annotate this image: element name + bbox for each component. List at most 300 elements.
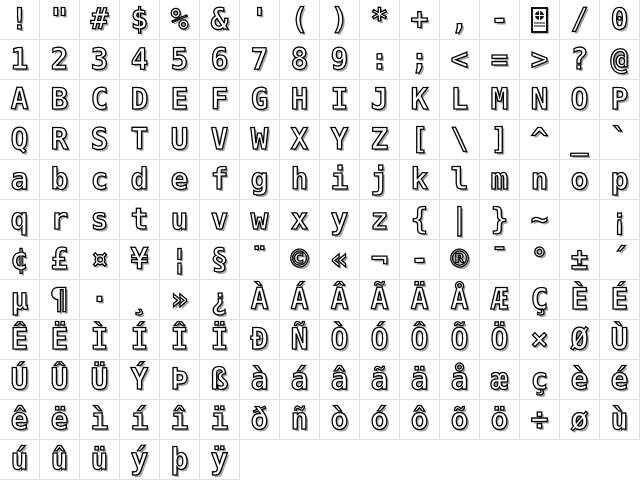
glyph-cell[interactable] (520, 280, 560, 320)
glyph-cell[interactable] (80, 200, 120, 240)
glyph: + (410, 2, 429, 36)
glyph: £ (50, 242, 69, 276)
glyph-cell[interactable] (560, 80, 600, 120)
glyph-cell[interactable] (0, 240, 40, 280)
glyph: ; (410, 42, 429, 76)
glyph-cell[interactable] (480, 0, 520, 40)
glyph: B (50, 82, 69, 116)
glyph-cell[interactable] (360, 200, 400, 240)
glyph-cell[interactable] (560, 40, 600, 80)
glyph-cell[interactable] (200, 0, 240, 40)
glyph-cell[interactable] (240, 120, 280, 160)
glyph-cell[interactable] (80, 360, 120, 400)
glyph-cell[interactable] (120, 240, 160, 280)
glyph: Z (370, 122, 389, 156)
glyph-cell[interactable] (440, 160, 480, 200)
glyph: S (90, 122, 109, 156)
glyph-cell[interactable] (320, 0, 360, 40)
glyph-cell[interactable] (80, 320, 120, 360)
glyph: > (530, 42, 549, 76)
glyph-cell[interactable] (280, 400, 320, 440)
glyph-cell[interactable] (400, 280, 440, 320)
glyph-cell[interactable] (560, 280, 600, 320)
glyph: & (210, 2, 229, 36)
glyph-cell[interactable] (120, 160, 160, 200)
glyph-cell[interactable] (0, 440, 40, 480)
glyph: 7 (250, 42, 269, 76)
empty-area (240, 440, 280, 480)
glyph-cell[interactable] (280, 80, 320, 120)
glyph-cell[interactable] (40, 40, 80, 80)
glyph: Þ (170, 362, 189, 396)
glyph-cell[interactable] (480, 360, 520, 400)
glyph-cell[interactable] (360, 240, 400, 280)
glyph-cell[interactable] (320, 400, 360, 440)
glyph: ? (570, 42, 589, 76)
glyph-cell[interactable] (480, 280, 520, 320)
glyph-cell[interactable] (80, 240, 120, 280)
glyph-cell[interactable] (320, 120, 360, 160)
glyph-cell[interactable] (320, 360, 360, 400)
glyph-cell[interactable] (360, 40, 400, 80)
glyph-cell[interactable] (240, 0, 280, 40)
glyph-cell[interactable] (240, 80, 280, 120)
glyph: q (10, 202, 29, 236)
glyph: ± (570, 242, 589, 276)
glyph: [ (410, 122, 429, 156)
glyph: è (570, 362, 589, 396)
glyph: Q (10, 122, 29, 156)
glyph-cell[interactable] (240, 320, 280, 360)
glyph: H (290, 82, 309, 116)
glyph-cell[interactable] (200, 320, 240, 360)
glyph: ¬ (370, 242, 389, 276)
glyph: } (490, 202, 509, 236)
glyph-cell[interactable] (400, 240, 440, 280)
glyph-cell[interactable] (40, 440, 80, 480)
glyph-cell[interactable] (40, 200, 80, 240)
glyph: Ë (50, 322, 69, 356)
glyph: Ý (130, 362, 149, 396)
glyph: Ì (90, 322, 109, 356)
glyph: ¨ (250, 242, 269, 276)
glyph-cell[interactable] (600, 280, 640, 320)
glyph: þ (170, 442, 189, 476)
glyph: ì (90, 402, 109, 436)
glyph-cell[interactable] (200, 440, 240, 480)
glyph-cell[interactable] (0, 120, 40, 160)
glyph-cell[interactable] (280, 360, 320, 400)
glyph-cell[interactable] (400, 120, 440, 160)
glyph-cell[interactable] (0, 360, 40, 400)
glyph-cell[interactable] (80, 160, 120, 200)
glyph-cell[interactable] (40, 0, 80, 40)
glyph-cell[interactable] (440, 400, 480, 440)
glyph-cell[interactable] (200, 80, 240, 120)
glyph-cell[interactable] (320, 280, 360, 320)
glyph: é (610, 362, 629, 396)
glyph: ö (490, 402, 509, 436)
glyph-cell[interactable] (480, 400, 520, 440)
glyph: ß (210, 362, 229, 396)
missing-glyph-icon (531, 7, 548, 33)
glyph: f (210, 162, 229, 196)
glyph: ÿ (210, 442, 229, 476)
glyph: v (210, 202, 229, 236)
glyph-cell[interactable] (0, 80, 40, 120)
glyph-cell[interactable] (440, 320, 480, 360)
glyph: 3 (90, 42, 109, 76)
glyph: ñ (290, 402, 309, 436)
glyph-cell[interactable] (40, 400, 80, 440)
glyph: ¯ (490, 242, 509, 276)
glyph: N (530, 82, 549, 116)
glyph-cell[interactable] (280, 40, 320, 80)
glyph-cell[interactable] (120, 120, 160, 160)
glyph-cell[interactable] (600, 160, 640, 200)
glyph: ` (610, 122, 629, 156)
glyph: õ (450, 402, 469, 436)
glyph: « (330, 242, 349, 276)
glyph: ø (570, 402, 589, 436)
glyph: h (290, 162, 309, 196)
glyph-cell[interactable] (520, 360, 560, 400)
glyph-cell[interactable] (40, 360, 80, 400)
glyph: V (210, 122, 229, 156)
glyph: P (610, 82, 629, 116)
glyph-cell[interactable] (160, 160, 200, 200)
glyph-cell[interactable] (400, 80, 440, 120)
glyph-cell[interactable] (240, 40, 280, 80)
glyph-cell[interactable] (360, 280, 400, 320)
glyph: ¶ (50, 282, 69, 316)
glyph-cell[interactable] (160, 280, 200, 320)
glyph-cell[interactable] (200, 200, 240, 240)
glyph-cell[interactable] (600, 400, 640, 440)
glyph-cell[interactable] (520, 200, 560, 240)
empty-area (520, 440, 560, 480)
glyph-cell[interactable] (120, 200, 160, 240)
glyph-cell[interactable] (160, 80, 200, 120)
glyph-cell[interactable] (480, 80, 520, 120)
glyph-cell[interactable] (400, 160, 440, 200)
glyph-cell[interactable] (320, 240, 360, 280)
glyph: D (130, 82, 149, 116)
glyph: Ü (90, 362, 109, 396)
glyph: W (250, 122, 269, 156)
glyph-cell[interactable] (240, 240, 280, 280)
glyph: $ (130, 2, 149, 36)
glyph-cell[interactable] (440, 80, 480, 120)
glyph: I (330, 82, 349, 116)
glyph-cell[interactable] (480, 320, 520, 360)
glyph-cell[interactable] (160, 400, 200, 440)
missing-glyph-circle-icon (535, 11, 544, 20)
glyph-cell[interactable] (40, 160, 80, 200)
glyph: ç (530, 362, 549, 396)
glyph-cell[interactable] (280, 0, 320, 40)
glyph: k (410, 162, 429, 196)
glyph: à (250, 362, 269, 396)
glyph-cell[interactable] (600, 120, 640, 160)
glyph-cell[interactable] (160, 200, 200, 240)
glyph: M (490, 82, 509, 116)
glyph-cell[interactable] (40, 320, 80, 360)
glyph-cell[interactable] (360, 320, 400, 360)
glyph: ó (370, 402, 389, 436)
glyph-cell[interactable] (240, 400, 280, 440)
glyph-cell[interactable] (80, 440, 120, 480)
glyph-cell[interactable] (400, 320, 440, 360)
glyph-cell[interactable] (360, 400, 400, 440)
glyph-cell[interactable] (400, 400, 440, 440)
glyph-cell[interactable] (80, 120, 120, 160)
glyph: 9 (330, 42, 349, 76)
glyph: ¿ (210, 282, 229, 316)
glyph-cell[interactable] (600, 0, 640, 40)
glyph-cell[interactable] (40, 120, 80, 160)
glyph: G (250, 82, 269, 116)
glyph: U (170, 122, 189, 156)
glyph-cell[interactable] (360, 160, 400, 200)
glyph-cell[interactable] (560, 0, 600, 40)
glyph: ¤ (90, 242, 109, 276)
glyph-cell[interactable] (120, 320, 160, 360)
glyph-cell[interactable] (80, 80, 120, 120)
glyph: t (130, 202, 149, 236)
glyph-cell[interactable] (0, 160, 40, 200)
glyph-cell[interactable] (440, 200, 480, 240)
glyph-cell[interactable] (440, 120, 480, 160)
glyph-cell[interactable] (400, 360, 440, 400)
glyph-cell[interactable] (560, 320, 600, 360)
glyph-cell[interactable] (0, 400, 40, 440)
glyph: ^ (530, 122, 549, 156)
glyph-cell[interactable] (120, 400, 160, 440)
glyph-cell[interactable] (480, 120, 520, 160)
glyph: | (450, 202, 469, 236)
glyph-cell[interactable] (560, 360, 600, 400)
glyph-cell[interactable] (600, 320, 640, 360)
glyph-cell[interactable] (240, 200, 280, 240)
glyph-cell[interactable] (160, 0, 200, 40)
glyph-cell[interactable] (600, 240, 640, 280)
glyph: ] (490, 122, 509, 156)
glyph-cell[interactable] (440, 40, 480, 80)
glyph-cell[interactable] (360, 0, 400, 40)
glyph: n (530, 162, 549, 196)
glyph-cell[interactable] (360, 360, 400, 400)
glyph-cell[interactable] (520, 160, 560, 200)
glyph: û (50, 442, 69, 476)
glyph-cell[interactable] (200, 280, 240, 320)
glyph-cell[interactable] (40, 80, 80, 120)
glyph-cell[interactable] (360, 120, 400, 160)
glyph: Ó (370, 322, 389, 356)
glyph: É (610, 282, 629, 316)
glyph: Ï (210, 322, 229, 356)
glyph-cell[interactable] (360, 80, 400, 120)
glyph-cell[interactable] (400, 0, 440, 40)
glyph-cell[interactable] (520, 320, 560, 360)
glyph-cell[interactable] (280, 240, 320, 280)
glyph-cell[interactable] (200, 160, 240, 200)
glyph-cell[interactable] (280, 200, 320, 240)
glyph: ò (330, 402, 349, 436)
glyph-cell[interactable] (0, 0, 40, 40)
glyph: Â (330, 282, 349, 316)
glyph: í (130, 402, 149, 436)
glyph-cell[interactable] (80, 280, 120, 320)
glyph-cell[interactable] (120, 40, 160, 80)
glyph: E (170, 82, 189, 116)
glyph-cell[interactable] (320, 320, 360, 360)
glyph-cell[interactable] (480, 40, 520, 80)
glyph-cell[interactable] (0, 40, 40, 80)
glyph: ° (530, 242, 549, 276)
glyph: o (570, 162, 589, 196)
glyph: b (50, 162, 69, 196)
glyph-cell[interactable] (560, 160, 600, 200)
glyph-cell[interactable] (0, 200, 40, 240)
glyph-cell[interactable] (80, 0, 120, 40)
glyph-cell[interactable] (120, 0, 160, 40)
glyph: Ä (410, 282, 429, 316)
glyph-cell[interactable] (520, 0, 560, 40)
glyph: Å (450, 282, 469, 316)
glyph-cell[interactable] (280, 280, 320, 320)
glyph-cell[interactable] (240, 160, 280, 200)
glyph-cell[interactable] (120, 360, 160, 400)
glyph-cell[interactable] (160, 360, 200, 400)
glyph-cell[interactable] (240, 360, 280, 400)
glyph-cell[interactable] (280, 160, 320, 200)
glyph-cell[interactable] (40, 240, 80, 280)
glyph: ë (50, 402, 69, 436)
glyph-cell[interactable] (120, 80, 160, 120)
glyph-cell[interactable] (160, 440, 200, 480)
glyph-cell[interactable] (480, 200, 520, 240)
glyph: ¡ (610, 202, 629, 236)
empty-area (360, 440, 400, 480)
glyph-cell[interactable] (80, 400, 120, 440)
glyph-cell[interactable] (520, 120, 560, 160)
glyph-cell[interactable] (320, 200, 360, 240)
glyph-cell[interactable] (600, 40, 640, 80)
glyph-cell[interactable] (440, 280, 480, 320)
glyph: : (370, 42, 389, 76)
glyph-cell[interactable] (520, 400, 560, 440)
glyph-cell[interactable] (560, 240, 600, 280)
glyph: ¥ (130, 242, 149, 276)
glyph-cell[interactable] (0, 280, 40, 320)
glyph: ú (10, 442, 29, 476)
glyph-cell[interactable] (0, 320, 40, 360)
glyph: á (290, 362, 309, 396)
empty-area (320, 440, 360, 480)
glyph: Æ (490, 282, 509, 316)
glyph-cell[interactable] (160, 120, 200, 160)
glyph-cell[interactable] (440, 240, 480, 280)
glyph-cell[interactable] (320, 80, 360, 120)
glyph: e (170, 162, 189, 196)
glyph-cell[interactable] (200, 360, 240, 400)
glyph: u (170, 202, 189, 236)
glyph-cell[interactable] (320, 160, 360, 200)
glyph: Ø (570, 322, 589, 356)
glyph-cell[interactable] (560, 120, 600, 160)
glyph: * (370, 2, 389, 36)
glyph: O (570, 82, 589, 116)
glyph-cell[interactable] (440, 0, 480, 40)
empty-area (600, 440, 640, 480)
glyph-cell[interactable] (240, 280, 280, 320)
glyph: ï (210, 402, 229, 436)
glyph-cell[interactable] (560, 400, 600, 440)
glyph-cell[interactable] (520, 240, 560, 280)
glyph-cell[interactable] (520, 40, 560, 80)
glyph: , (450, 2, 469, 36)
glyph: ¦ (170, 242, 189, 276)
glyph-cell[interactable] (480, 240, 520, 280)
missing-glyph-text-line (534, 22, 545, 24)
glyph: Ã (370, 282, 389, 316)
glyph: z (370, 202, 389, 236)
glyph-cell[interactable] (160, 40, 200, 80)
glyph-cell[interactable] (80, 40, 120, 80)
glyph: / (570, 2, 589, 36)
glyph-cell[interactable] (600, 360, 640, 400)
glyph: % (170, 2, 189, 36)
glyph: 8 (290, 42, 309, 76)
glyph: À (250, 282, 269, 316)
glyph: Ê (10, 322, 29, 356)
glyph-cell[interactable] (600, 200, 640, 240)
glyph: X (290, 122, 309, 156)
glyph-cell[interactable] (160, 240, 200, 280)
glyph-cell[interactable] (400, 200, 440, 240)
glyph-cell[interactable] (400, 40, 440, 80)
glyph-cell[interactable] (560, 200, 600, 240)
glyph: @ (610, 42, 629, 76)
glyph-cell[interactable] (40, 280, 80, 320)
glyph: a (10, 162, 29, 196)
glyph-cell[interactable] (200, 120, 240, 160)
glyph-cell[interactable] (480, 160, 520, 200)
glyph-cell[interactable] (200, 240, 240, 280)
glyph-cell[interactable] (160, 320, 200, 360)
glyph: Ú (10, 362, 29, 396)
glyph-cell[interactable] (520, 80, 560, 120)
glyph-cell[interactable] (600, 80, 640, 120)
glyph: » (170, 282, 189, 316)
glyph-cell[interactable] (320, 40, 360, 80)
glyph: < (450, 42, 469, 76)
glyph: R (50, 122, 69, 156)
glyph: K (410, 82, 429, 116)
glyph-cell[interactable] (280, 120, 320, 160)
empty-area (440, 440, 480, 480)
glyph: ® (450, 242, 469, 276)
glyph: w (250, 202, 269, 236)
glyph-cell[interactable] (280, 320, 320, 360)
glyph: J (370, 82, 389, 116)
glyph-cell[interactable] (200, 40, 240, 80)
glyph-cell[interactable] (200, 400, 240, 440)
glyph-cell[interactable] (120, 280, 160, 320)
glyph-cell[interactable] (440, 360, 480, 400)
glyph-cell[interactable] (120, 440, 160, 480)
